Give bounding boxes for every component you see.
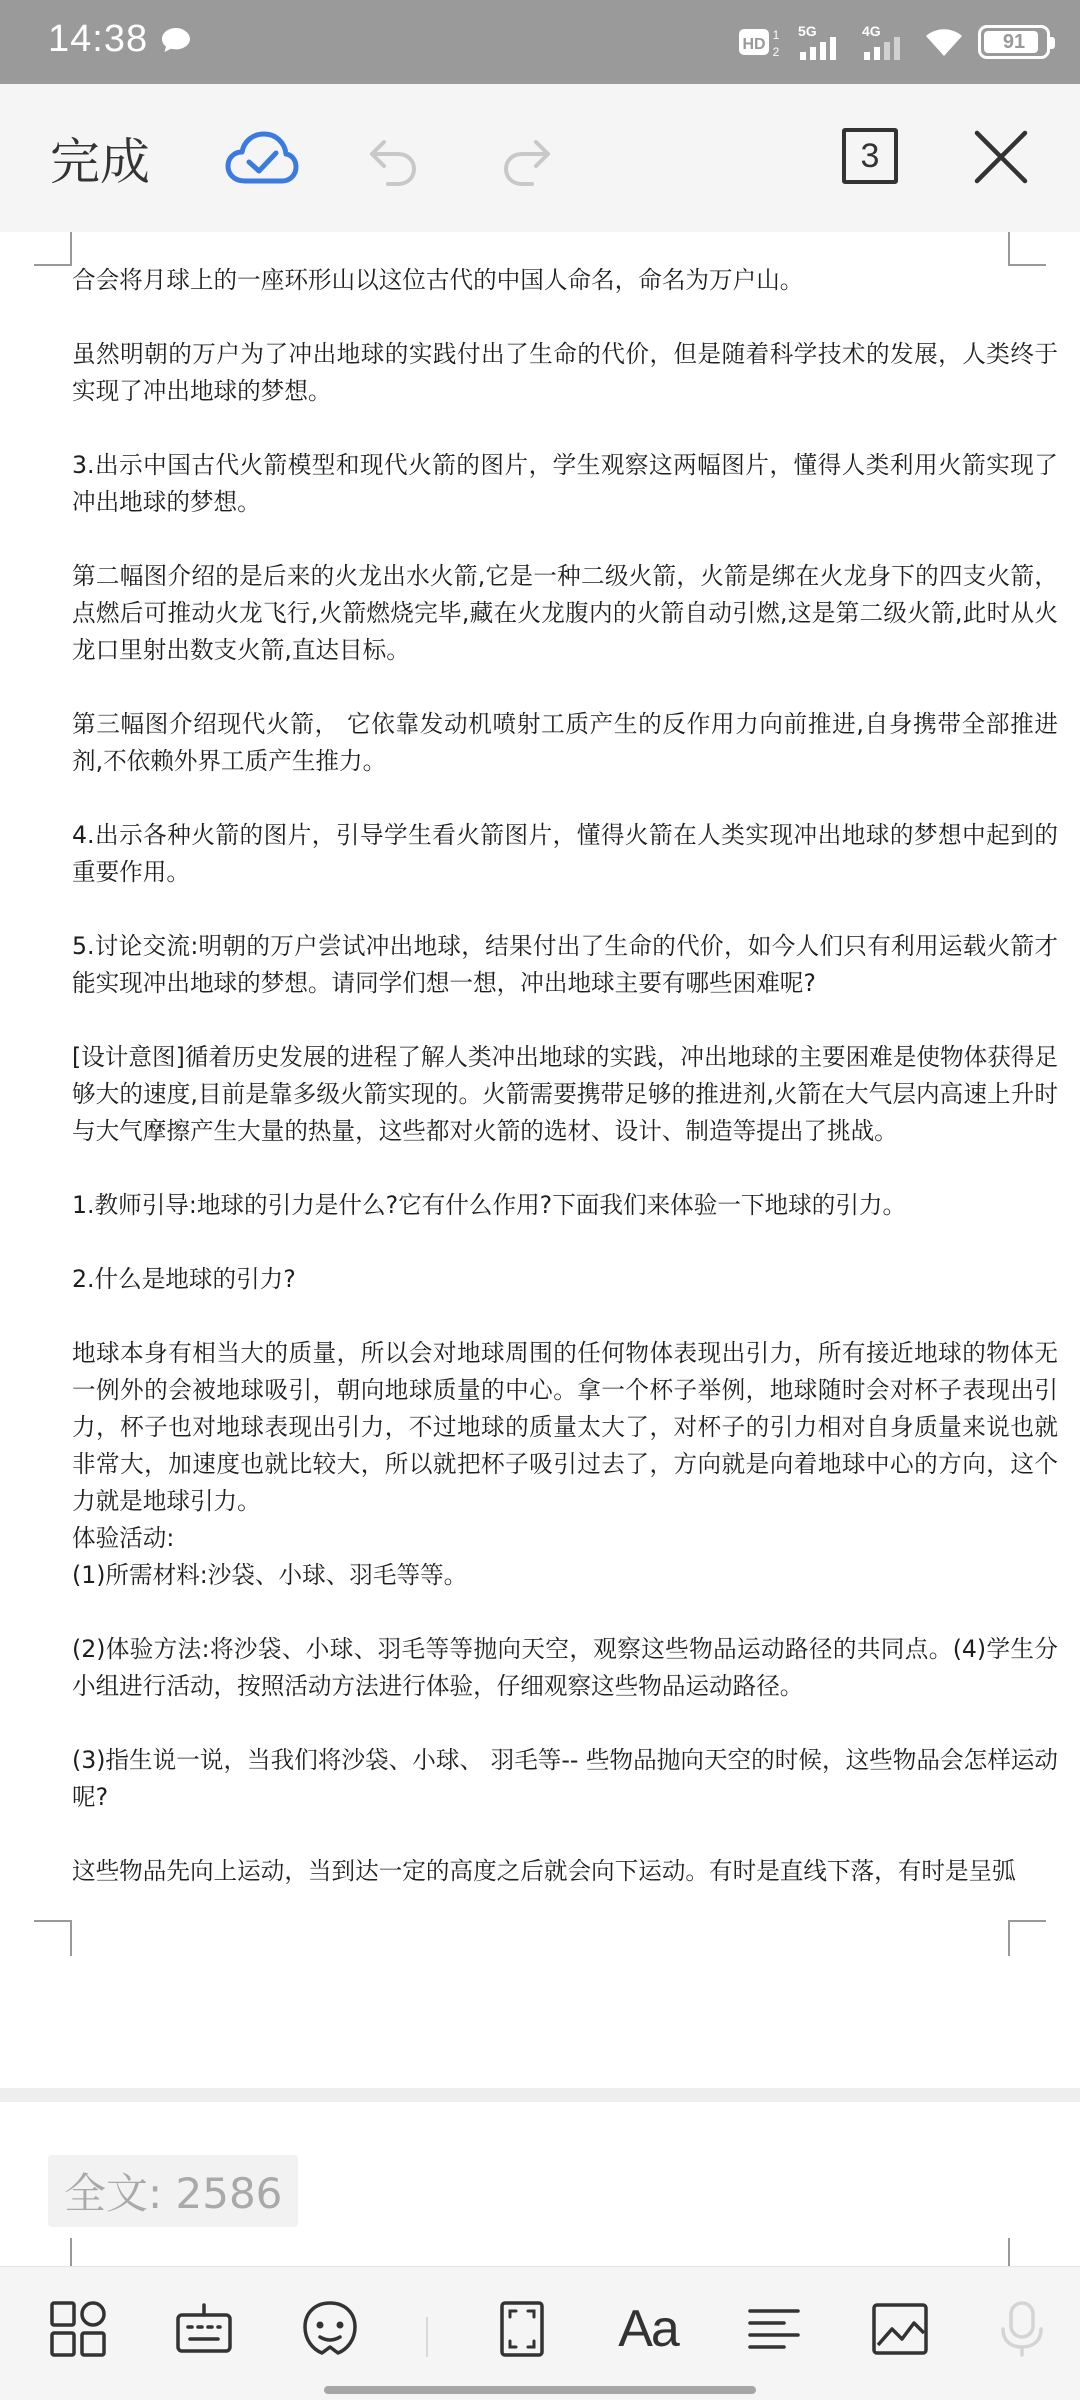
paragraph[interactable]: 体验活动: [72, 1524, 175, 1552]
toolbar-divider [426, 2317, 428, 2357]
net-4g-text: 4G [862, 23, 881, 39]
page-corner-mark [34, 2238, 72, 2266]
paragraph[interactable]: (2)体验方法:将沙袋、小球、羽毛等等抛向天空，观察这些物品运动路径的共同点。(4)学生分小组进行活动，按照活动方法进行体验，仔细观察这些物品运动路径。 [72, 1635, 1058, 1700]
paragraph[interactable]: 这些物品先向上运动，当到达一定的高度之后就会向下运动。有时是直线下落，有时是呈弧 [72, 1857, 1016, 1885]
microphone-icon[interactable] [990, 2297, 1054, 2361]
hd-text: HD [742, 36, 766, 53]
signal-4g-icon [860, 22, 910, 62]
chat-bubble-icon [160, 26, 192, 54]
status-time: 14:38 [48, 18, 149, 60]
editor-toolbar [0, 84, 1080, 232]
paragraph[interactable]: (1)所需材料:沙袋、小球、羽毛等等。 [72, 1561, 468, 1589]
paragraph-align-icon[interactable] [742, 2297, 806, 2361]
page-corner-mark [34, 1920, 72, 1956]
paragraph[interactable]: 1.教师引导:地球的引力是什么?它有什么作用?下面我们来体验一下地球的引力。 [72, 1191, 907, 1219]
page-separator [0, 2088, 1080, 2102]
grid-apps-icon[interactable] [46, 2297, 110, 2361]
svg-text:1: 1 [772, 28, 780, 42]
paragraph[interactable]: 第三幅图介绍现代火箭， 它依靠发动机喷射工质产生的反作用力向前推进,自身携带全部推进剂,不依赖外界工质产生推力。 [72, 710, 1058, 775]
paragraph[interactable]: [设计意图]循着历史发展的进程了解人类冲出地球的实践，冲出地球的主要困难是使物体获得足够大的速度,目前是靠多级火箭实现的。火箭需要携带足够的推进剂,火箭在大气层内高速上升时与大气摩擦产生大量的热量，这些都对火箭的选材、设计、制造等提出了挑战。 [72, 1043, 1058, 1145]
paragraph[interactable]: 2.什么是地球的引力? [72, 1265, 296, 1293]
paragraph[interactable]: 虽然明朝的万户为了冲出地球的实践付出了生命的代价，但是随着科学技术的发展，人类终于实现了冲出地球的梦想。 [72, 340, 1058, 405]
fullscreen-icon[interactable] [490, 2297, 554, 2361]
done-button[interactable]: 完成 [50, 133, 150, 191]
bottom-toolbar [0, 2266, 1080, 2400]
hd-icon [738, 22, 782, 62]
redo-icon[interactable] [494, 128, 558, 192]
page-corner-mark [1008, 1920, 1046, 1956]
font-style-glyph: Aa [618, 2300, 678, 2358]
paragraph[interactable]: 第二幅图介绍的是后来的火龙出水火箭,它是一种二级火箭，火箭是绑在火龙身下的四支火箭，点燃后可推动火龙飞行,火箭燃烧完毕,藏在火龙腹内的火箭自动引燃,这是第二级火箭,此时从火龙口里射出数支火箭,直达目标。 [72, 562, 1058, 664]
assistant-icon[interactable] [298, 2297, 362, 2361]
paragraph[interactable]: 3.出示中国古代火箭模型和现代火箭的图片，学生观察这两幅图片，懂得人类利用火箭实现了冲出地球的梦想。 [72, 451, 1058, 516]
cloud-check-icon[interactable] [222, 124, 302, 194]
net-5g-text: 5G [798, 23, 817, 39]
font-style-icon[interactable] [616, 2297, 680, 2361]
signal-5g-icon [796, 22, 846, 62]
paragraph[interactable]: 5.讨论交流:明朝的万户尝试冲出地球，结果付出了生命的代价，如今人们只有利用运载火箭才能实现冲出地球的梦想。请同学们想一想，冲出地球主要有哪些困难呢? [72, 932, 1058, 997]
battery-level: 91 [1002, 30, 1026, 53]
document-area[interactable] [0, 232, 1080, 2090]
wifi-icon [924, 22, 964, 62]
close-icon[interactable] [968, 124, 1034, 190]
paragraph[interactable]: (3)指生说一说，当我们将沙袋、小球、 羽毛等-- 些物品抛向天空的时候，这些物品会怎样运动呢? [72, 1746, 1058, 1811]
status-icons [738, 20, 1050, 64]
page-count-button[interactable]: 3 [842, 128, 898, 184]
page-corner-mark [34, 232, 72, 266]
insert-image-icon[interactable] [868, 2297, 932, 2361]
status-bar [0, 0, 1080, 84]
paragraph[interactable]: 合会将月球上的一座环形山以这位古代的中国人命名，命名为万户山。 [72, 266, 804, 294]
home-indicator[interactable] [324, 2386, 756, 2394]
document-page-text[interactable] [72, 262, 1058, 1890]
page-corner-mark [1008, 232, 1046, 266]
undo-icon[interactable] [362, 128, 426, 192]
svg-text:2: 2 [772, 45, 780, 59]
battery-icon [978, 25, 1050, 59]
paragraph[interactable]: 地球本身有相当大的质量，所以会对地球周围的任何物体表现出引力，所有接近地球的物体无一例外的会被地球吸引，朝向地球质量的中心。拿一个杯子举例，地球随时会对杯子表现出引力，杯子也对地球表现出引力，不过地球的质量太大了，对杯子的引力相对自身质量来说也就非常大，加速度也就比较大，所以就把杯子吸引过去了，方向就是向着地球中心的方向，这个力就是地球引力。 [72, 1339, 1058, 1515]
keyboard-icon[interactable] [172, 2297, 236, 2361]
paragraph[interactable]: 4.出示各种火箭的图片，引导学生看火箭图片，懂得火箭在人类实现冲出地球的梦想中起到的重要作用。 [72, 821, 1058, 886]
page-corner-mark [1008, 2238, 1046, 2266]
word-count-badge[interactable]: 全文: 2586 [48, 2155, 298, 2227]
